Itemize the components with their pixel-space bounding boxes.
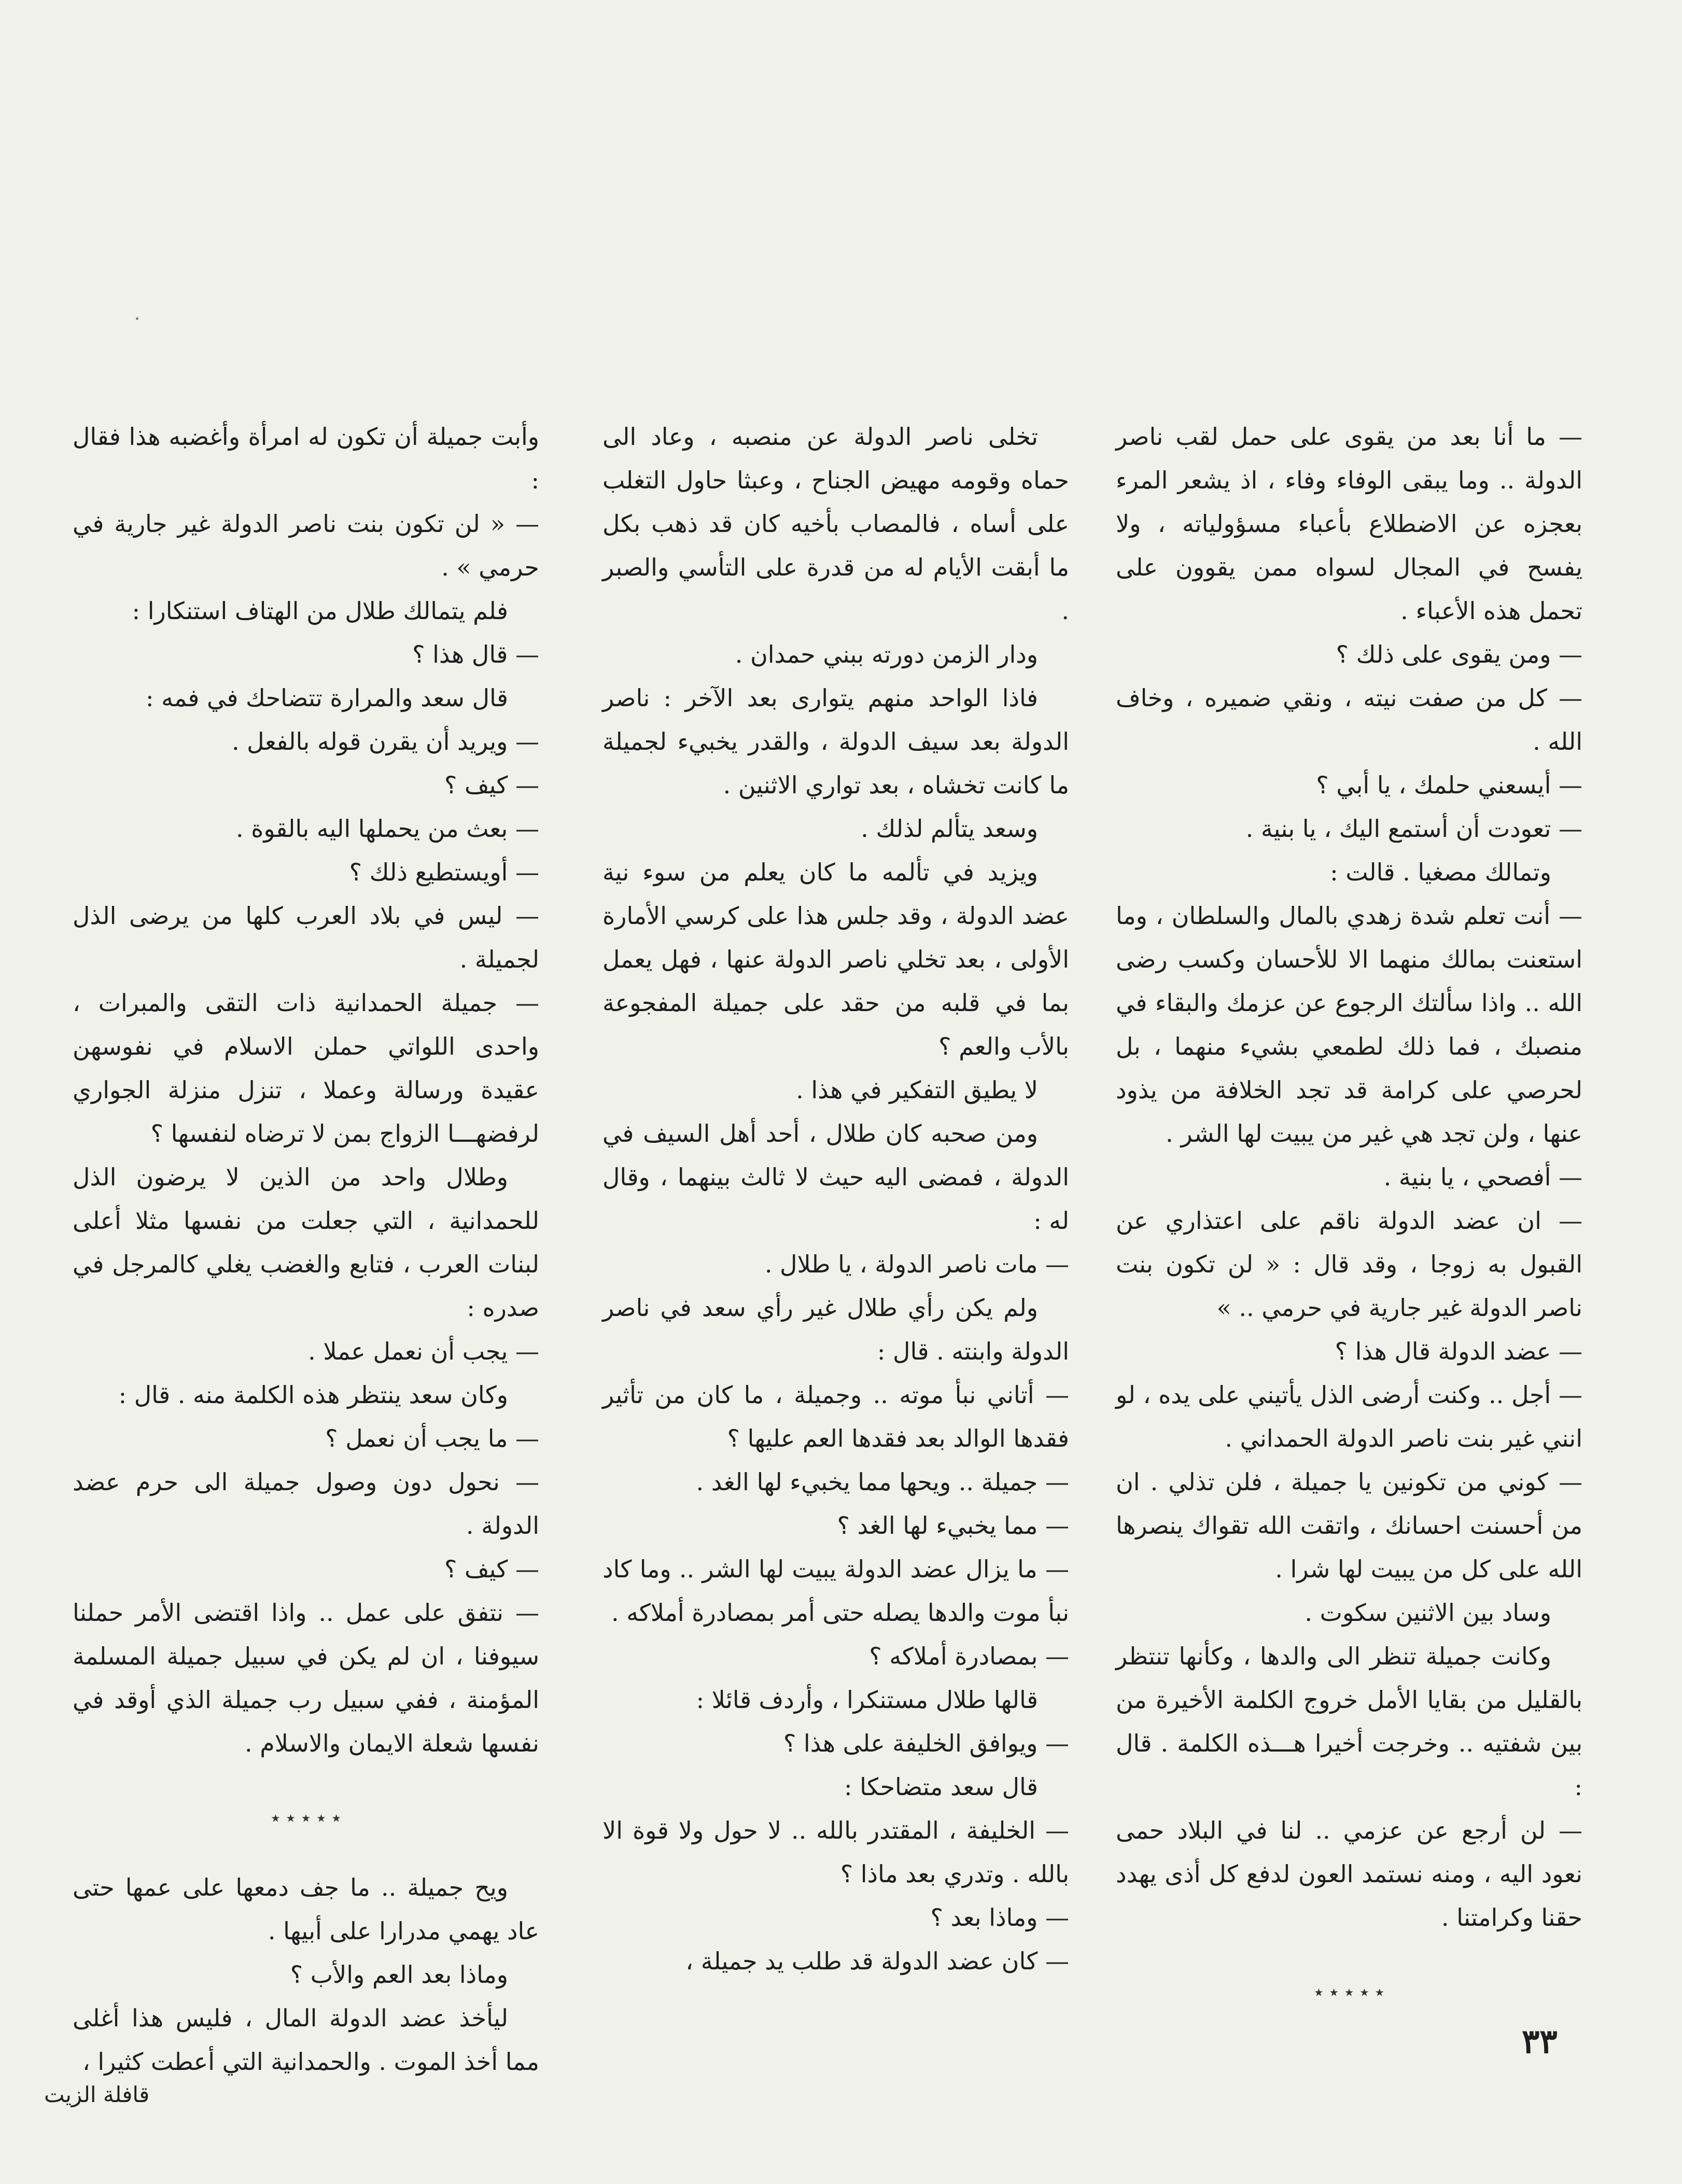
paragraph: — كان عضد الدولة قد طلب يد جميلة ، xyxy=(685,1947,1069,1975)
paragraph: ويزيد في تألمه ما كان يعلم من سوء نية عضد الدولة ، وقد جلس هذا على كرسي الأمارة الأولى ، بعد تخلي ناصر الدولة عنها ، فهل يعمل بما في قلبه من حقد على جميلة المفجوعة بالأب والعم ؟ xyxy=(602,858,1069,1060)
paragraph: — كوني من تكونين يا جميلة ، فلن تذلي . ان من أحسنت احسانك ، واتقت الله تقواك ينصرها الله على كل من يبيت لها شرا . xyxy=(1116,1468,1582,1583)
section-separator-right: ٭ ٭ ٭ ٭ ٭ xyxy=(1314,1982,1384,2003)
scan-speck xyxy=(136,317,138,320)
paragraph: — ليس في بلاد العرب كلها من يرضى الذل لجميلة . xyxy=(73,902,539,973)
paragraph: — كيف ؟ xyxy=(444,1555,539,1583)
paragraph: — مات ناصر الدولة ، يا طلال . xyxy=(764,1250,1069,1278)
paragraph: — ويوافق الخليفة على هذا ؟ xyxy=(783,1729,1069,1757)
column-right-paragraphs xyxy=(1116,415,1582,1939)
paragraph: وكانت جميلة تنظر الى والدها ، وكأنها تنتظر بالقليل من بقايا الأمل خروج الكلمة الأخيرة من بين شفتيه .. وخرجت أخيرا هـــذه الكلمة . قال : xyxy=(1116,1642,1582,1801)
paragraph: فاذا الواحد منهم يتوارى بعد الآخر : ناصر الدولة بعد سيف الدولة ، والقدر يخبيء لجميلة ما كانت تخشاه ، بعد تواري الاثنين . xyxy=(602,684,1069,799)
paragraph: ويح جميلة .. ما جف دمعها على عمها حتى عاد يهمي مدرارا على أبيها . xyxy=(73,1873,539,1945)
paragraph: وساد بين الاثنين سكوت . xyxy=(1305,1599,1551,1627)
paragraph: — تعودت أن أستمع اليك ، يا بنية . xyxy=(1245,815,1582,843)
page-number: ٣٣ xyxy=(1522,2022,1558,2061)
paragraph: — عضد الدولة قال هذا ؟ xyxy=(1335,1337,1582,1365)
paragraph: قال سعد والمرارة تتضاحك في فمه : xyxy=(146,684,508,712)
paragraph: وسعد يتألم لذلك . xyxy=(861,815,1038,843)
paragraph: ليأخذ عضد الدولة المال ، فليس هذا أغلى مما أخذ الموت . والحمدانية التي أعطت كثيرا ، xyxy=(73,2004,539,2076)
column-left xyxy=(73,415,539,2083)
paragraph: — قال هذا ؟ xyxy=(412,640,539,668)
paragraph: — ان عضد الدولة ناقم على اعتذاري عن القبول به زوجا ، وقد قال : « لن تكون بنت ناصر الدولة غير جارية في حرمي .. » xyxy=(1116,1207,1582,1322)
paragraph: وطلال واحد من الذين لا يرضون الذل للحمدانية ، التي جعلت من نفسها مثلا أعلى لبنات العرب ، فتابع والغضب يغلي كالمرجل في صدره : xyxy=(73,1163,539,1322)
paragraph: — جميلة الحمدانية ذات التقى والمبرات ، واحدى اللواتي حملن الاسلام في نفوسهن عقيدة ورسالة وعملا ، تنزل منزلة الجواري لرفضهـــا الزواج بمن لا ترضاه لنفسها ؟ xyxy=(73,989,539,1147)
paragraph: وماذا بعد العم والأب ؟ xyxy=(290,1961,508,1989)
paragraph: — أويستطيع ذلك ؟ xyxy=(349,858,539,886)
paragraph: قالها طلال مستنكرا ، وأردف قائلا : xyxy=(696,1686,1038,1714)
paragraph: قال سعد متضاحكا : xyxy=(844,1773,1038,1801)
paragraph: ودار الزمن دورته ببني حمدان . xyxy=(735,640,1038,668)
paragraph: وكان سعد ينتظر هذه الكلمة منه . قال : xyxy=(118,1381,508,1409)
column-middle-paragraphs xyxy=(602,415,1069,1983)
column-middle xyxy=(602,415,1069,1983)
paragraph: — وماذا بعد ؟ xyxy=(930,1903,1069,1931)
paragraph: — لن أرجع عن عزمي .. لنا في البلاد حمى نعود اليه ، ومنه نستمد العون لدفع كل أذى يهدد حقنا وكرامتنا . xyxy=(1116,1816,1582,1931)
paragraph: فلم يتمالك طلال من الهتاف استنكارا : xyxy=(132,597,508,625)
column-right xyxy=(1116,415,1582,2040)
paragraph: — أفصحي ، يا بنية . xyxy=(1383,1163,1582,1191)
paragraph: وتمالك مصغيا . قالت : xyxy=(1330,858,1551,886)
paragraph: — ما يجب أن نعمل ؟ xyxy=(325,1424,539,1452)
column-left-paragraphs xyxy=(73,415,539,1765)
paragraph: — ويريد أن يقرن قوله بالفعل . xyxy=(231,727,539,755)
magazine-name: قافلة الزيت xyxy=(44,2082,150,2107)
paragraph: — مما يخبيء لها الغد ؟ xyxy=(837,1511,1069,1539)
paragraph: — « لن تكون بنت ناصر الدولة غير جارية في حرمي » . xyxy=(73,510,539,581)
column-left-after-paragraphs xyxy=(73,1866,539,2083)
paragraph: — نحول دون وصول جميلة الى حرم عضد الدولة . xyxy=(73,1468,539,1539)
paragraph: — أنت تعلم شدة زهدي بالمال والسلطان ، وما استعنت بمالك منهما الا للأحسان وكسب رضى الله .. واذا سألتك الرجوع عن عزمك والبقاء في منصبك ، فما ذلك لطمعي بشيء منهما ، بل لحرصي على كرامة قد تجد الخلافة من يذود عنها ، ولن تجد هي غير من يبيت لها الشر . xyxy=(1116,902,1582,1147)
paragraph: — كل من صفت نيته ، ونقي ضميره ، وخاف الله . xyxy=(1116,684,1582,755)
paragraph: — نتفق على عمل .. واذا اقتضى الأمر حملنا سيوفنا ، ان لم يكن في سبيل جميلة المسلمة المؤمنة ، ففي سبيل رب جميلة الذي أوقد في نفسها شعلة الايمان والاسلام . xyxy=(73,1599,539,1757)
paragraph: — الخليفة ، المقتدر بالله .. لا حول ولا قوة الا بالله . وتدري بعد ماذا ؟ xyxy=(602,1816,1069,1888)
paragraph: — أجل .. وكنت أرضى الذل يأتيني على يده ، لو انني غير بنت ناصر الدولة الحمداني . xyxy=(1116,1381,1582,1452)
paragraph: ومن صحبه كان طلال ، أحد أهل السيف في الدولة ، فمضى اليه حيث لا ثالث بينهما ، وقال له : xyxy=(602,1119,1069,1235)
paragraph: — يجب أن نعمل عملا . xyxy=(308,1337,539,1365)
section-separator-left: ٭ ٭ ٭ ٭ ٭ xyxy=(271,1808,341,1828)
paragraph: — ومن يقوى على ذلك ؟ xyxy=(1336,640,1582,668)
paragraph: — بمصادرة أملاكه ؟ xyxy=(869,1642,1069,1670)
paragraph: — أتاني نبأ موته .. وجميلة ، ما كان من تأثير فقدها الوالد بعد فقدها العم عليها ؟ xyxy=(602,1381,1069,1452)
paragraph: — جميلة .. ويحها مما يخبيء لها الغد . xyxy=(696,1468,1069,1496)
paragraph: — ما يزال عضد الدولة يبيت لها الشر .. وما كاد نبأ موت والدها يصله حتى أمر بمصادرة أملاكه . xyxy=(602,1555,1069,1627)
paragraph: — بعث من يحملها اليه بالقوة . xyxy=(235,815,539,843)
paragraph: ولم يكن رأي طلال غير رأي سعد في ناصر الدولة وابنته . قال : xyxy=(602,1294,1069,1365)
paragraph: — كيف ؟ xyxy=(444,771,539,799)
paragraph: وأبت جميلة أن تكون له امرأة وأغضبه هذا فقال : xyxy=(73,423,539,494)
paragraph: — أيسعني حلمك ، يا أبي ؟ xyxy=(1316,771,1582,799)
paragraph: تخلى ناصر الدولة عن منصبه ، وعاد الى حماه وقومه مهيض الجناح ، وعبثا حاول التغلب على أساه ، فالمصاب بأخيه كان قد ذهب بكل ما أبقت الأيام له من قدرة على التأسي والصبر . xyxy=(602,423,1069,625)
paragraph: لا يطيق التفكير في هذا . xyxy=(796,1076,1038,1104)
paragraph: — ما أنا بعد من يقوى على حمل لقب ناصر الدولة .. وما يبقى الوفاء وفاء ، اذ يشعر المرء بعجزه عن الاضطلاع بأعباء مسؤولياته ، ولا يفسح في المجال لسواه ممن يقوون على تحمل هذه الأعباء . xyxy=(1116,423,1582,625)
